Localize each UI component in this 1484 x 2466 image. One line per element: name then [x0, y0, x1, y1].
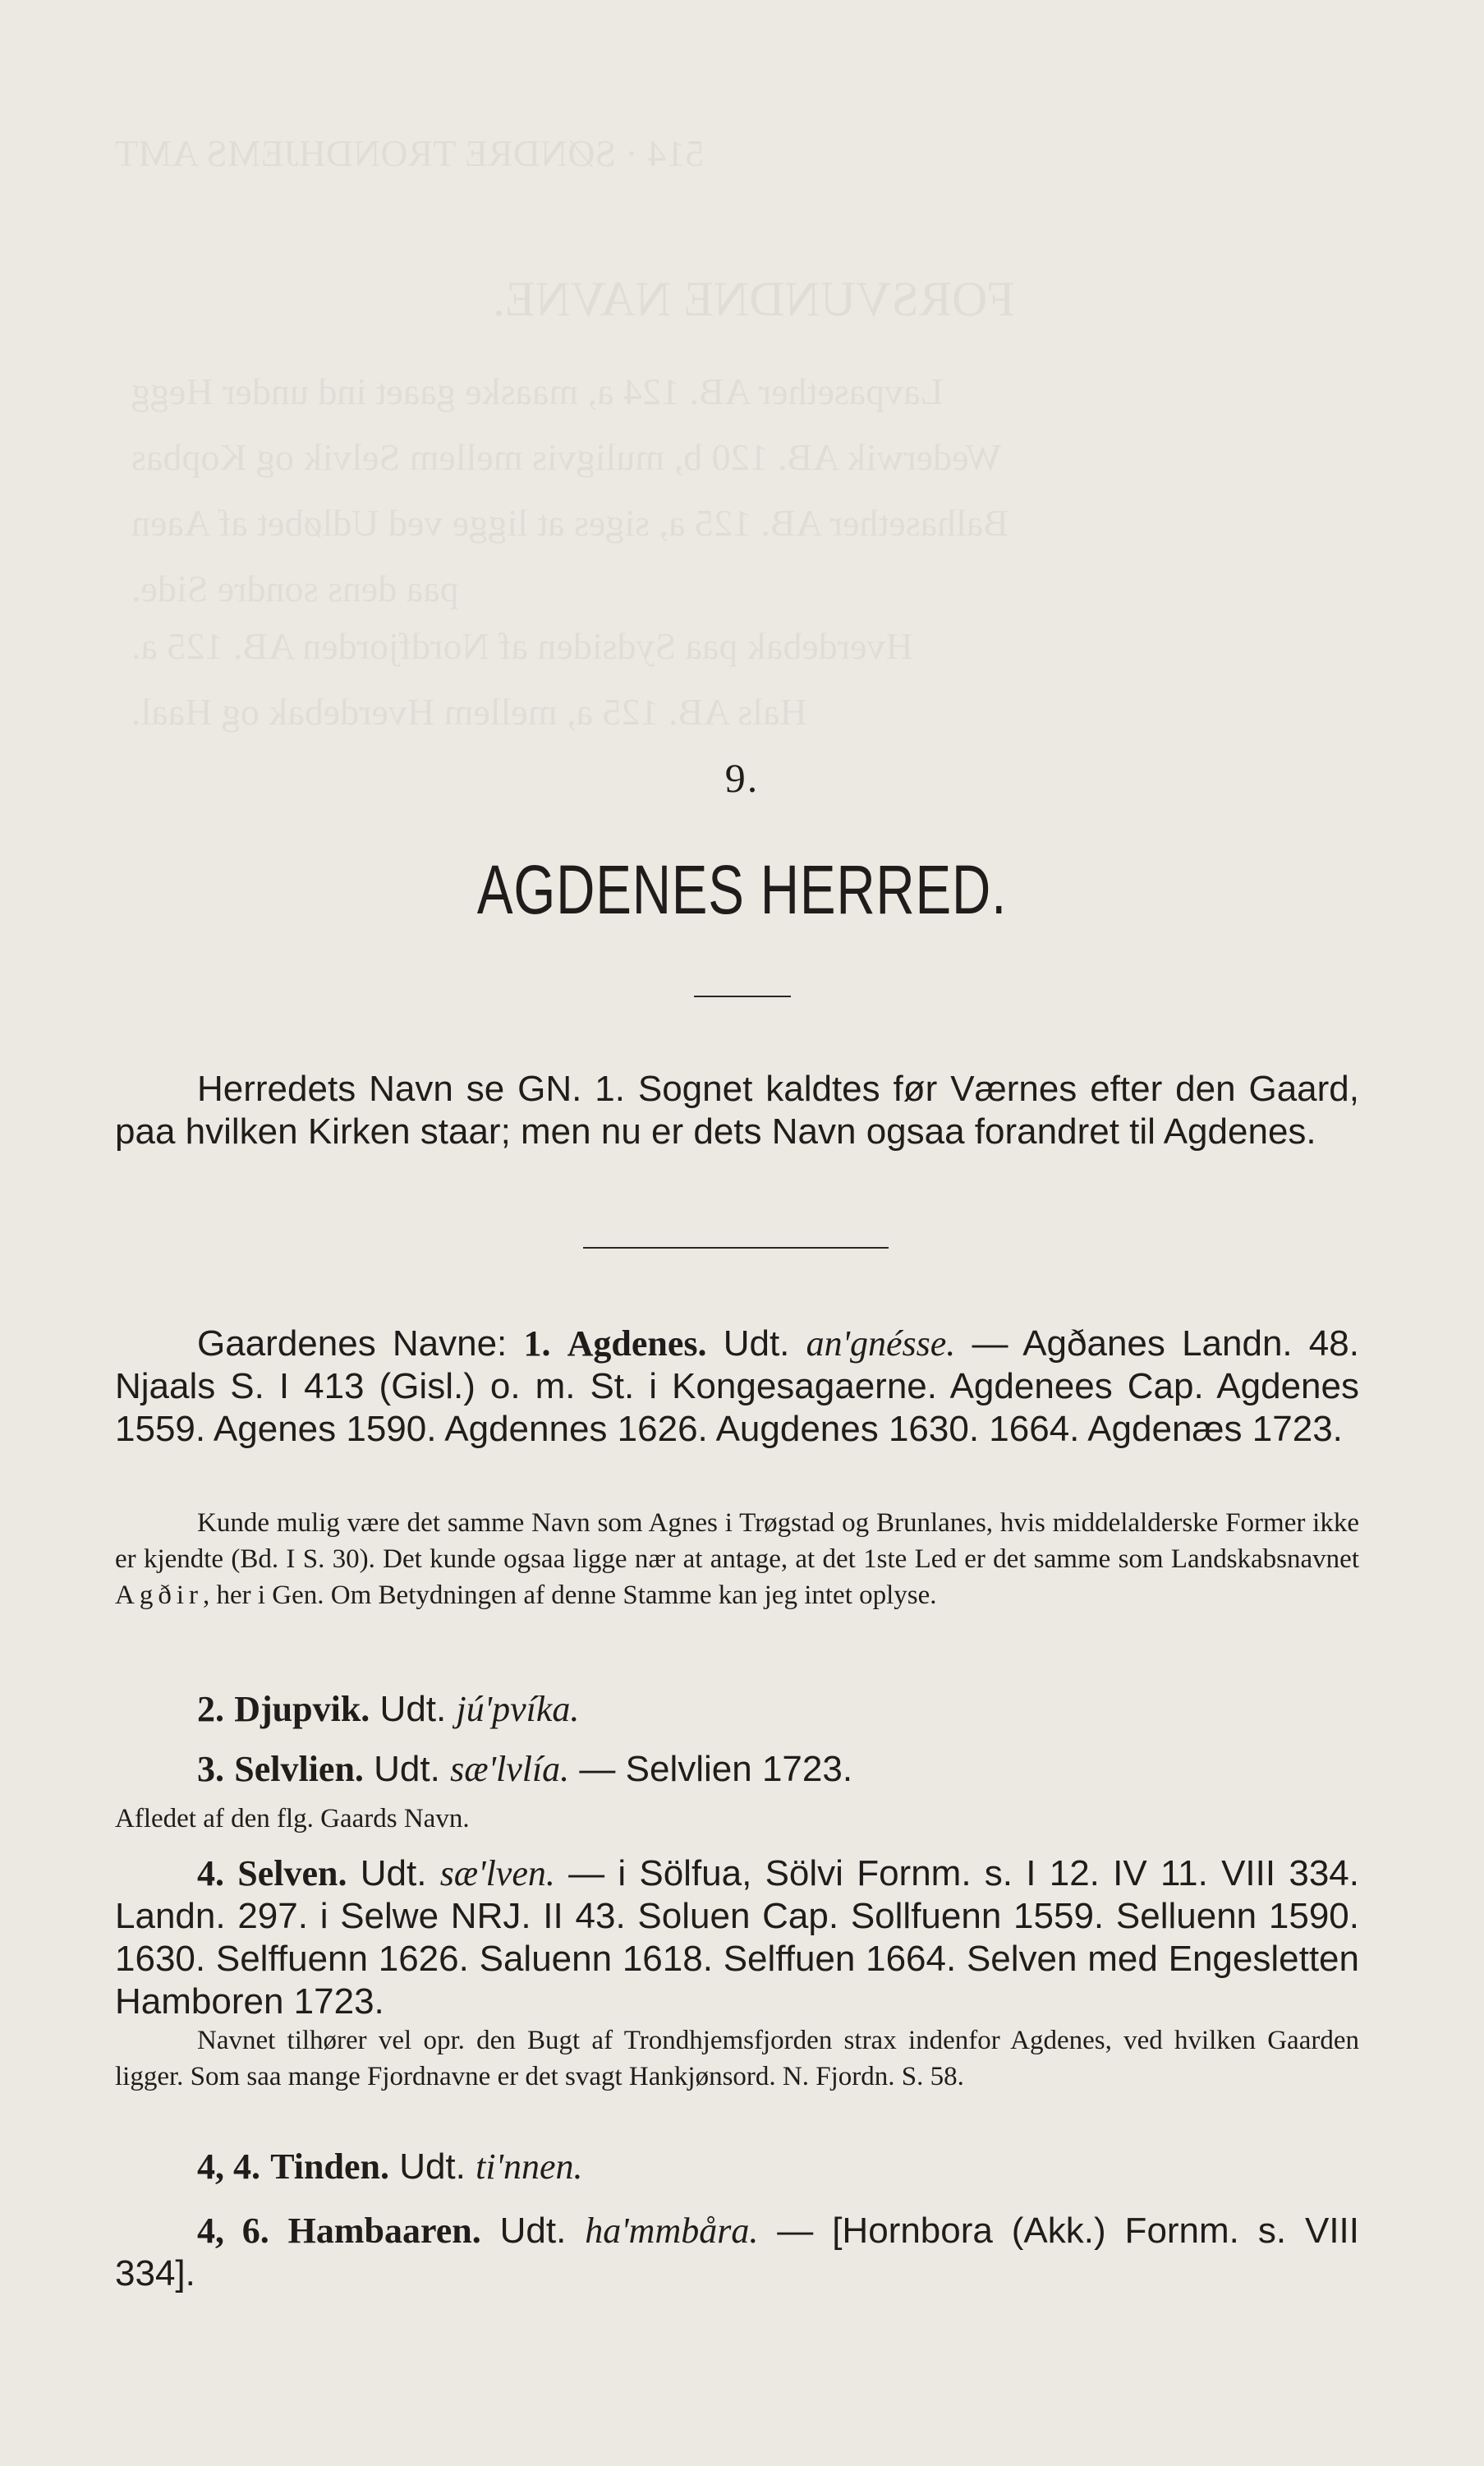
entry-udt: Udt. [399, 2146, 466, 2187]
entry-name: Selven. [237, 1853, 347, 1893]
note-text: , her i Gen. Om Betydningen af denne Stamme kan jeg intet oplyse. [203, 1580, 937, 1610]
entry-text: — i Sölfua, Sölvi Fornm. s. I 12. IV 11. VIII 334. Landn. 297. i Selwe NRJ. II 43. Soluen Cap. Sollfuenn 1559. Selluenn 1590. 1630. Selffuenn 1626. Saluenn 1618. Selffuen 1664. Selven med Engesletten Hamboren 1723. [115, 1853, 1359, 2022]
entry-number: 4, 6. [197, 2211, 269, 2251]
title-rule [694, 996, 791, 997]
entry-udt: Udt. [723, 1323, 790, 1364]
bleed-through: 514 · SØNDRE TRONDHJEMS AMT FORSVUNDNE NAVNE. Lavpasether AB. 124 a, maaske gaaet ind under Hegg Wederwik AB. 120 b, muligvis mellem Selvik og Kopbas Balhasether AB. 125 a, siges at ligge ved Udløbet af Aaen paa dens sondre Side. Hverdebak paa Sydsiden af Nordfjorden AB. 125 a. Hals AB. 125 a, mellem Hverdebak og Haal. [115, 132, 1015, 733]
entry-hambaaren [115, 2210, 1359, 2295]
entry-selvlien-note: Afledet af den flg. Gaards Navn. [115, 1804, 470, 1833]
note-spaced-term: Agðir [115, 1580, 203, 1610]
entry-name: Tinden. [270, 2146, 389, 2187]
entry-name: Hambaaren. [287, 2211, 481, 2251]
entry-selven-note: Navnet tilhører vel opr. den Bugt af Trondhjemsfjorden strax indenfor Agdenes, ved hvilken Gaarden ligger. Som saa mange Fjordnavne er det svagt Hankjønsord. N. Fjordn. S. 58. [115, 2026, 1359, 2091]
farm-names-label: Gaardenes Navne: [197, 1323, 508, 1364]
entry-pronunciation: ha'mmbåra. [585, 2211, 759, 2251]
entry-selven [115, 1852, 1359, 2023]
entry-name: Selvlien. [234, 1749, 364, 1789]
chapter-title: AGDENES HERRED. [476, 851, 1008, 928]
entry-udt: Udt. [499, 2211, 567, 2251]
entry-selvlien [115, 1748, 1359, 1791]
entry-agdenes-note [115, 1505, 1359, 1613]
entry-pronunciation: sæ'lvlía. [450, 1749, 570, 1789]
entry-number: 1. [523, 1323, 551, 1364]
entry-djupvik [115, 1688, 1359, 1731]
entry-text: — Selvlien 1723. [569, 1749, 853, 1789]
intro-paragraph: Herredets Navn se GN. 1. Sognet kaldtes før Værnes efter den Gaard, paa hvilken Kirken staar; men nu er dets Navn ogsaa forandret til Agdenes. [115, 1069, 1359, 1152]
entry-pronunciation: sæ'lven. [439, 1853, 555, 1893]
entry-agdenes [115, 1323, 1359, 1451]
entry-udt: Udt. [379, 1689, 447, 1729]
entry-number: 3. [197, 1749, 224, 1789]
note-text: Kunde mulig være det samme Navn som Agnes i Trøgstad og Brunlanes, hvis middelalderske Former ikke er kjendte (Bd. I S. 30). Det kunde ogsaa ligge nær at antage, at det 1ste Led er det samme som Landskabsnavnet [115, 1508, 1359, 1574]
entry-number: 2. [197, 1689, 224, 1729]
entry-number: 4. [197, 1853, 224, 1893]
entry-pronunciation: ti'nnen. [476, 2146, 583, 2187]
section-rule [583, 1247, 889, 1249]
entry-name: Agdenes. [567, 1323, 707, 1364]
chapter-number: 9. [724, 755, 760, 801]
entry-name: Djupvik. [234, 1689, 370, 1729]
entry-udt: Udt. [360, 1853, 427, 1893]
entry-pronunciation: an'gnésse. [806, 1323, 956, 1364]
entry-tinden [115, 2146, 1359, 2188]
entry-text: — Agðanes Landn. 48. Njaals S. I 413 (Gisl.) o. m. St. i Kongesagaerne. Agdenees Cap. Agdenes 1559. Agenes 1590. Agdennes 1626. Augdenes 1630. 1664. Agdenæs 1723. [115, 1323, 1359, 1449]
entry-pronunciation: jú'pvíka. [456, 1689, 580, 1729]
entry-number: 4, 4. [197, 2146, 260, 2187]
entry-text: — [Hornbora (Akk.) Fornm. s. VIII 334]. [115, 2211, 1359, 2293]
entry-udt: Udt. [374, 1749, 440, 1789]
